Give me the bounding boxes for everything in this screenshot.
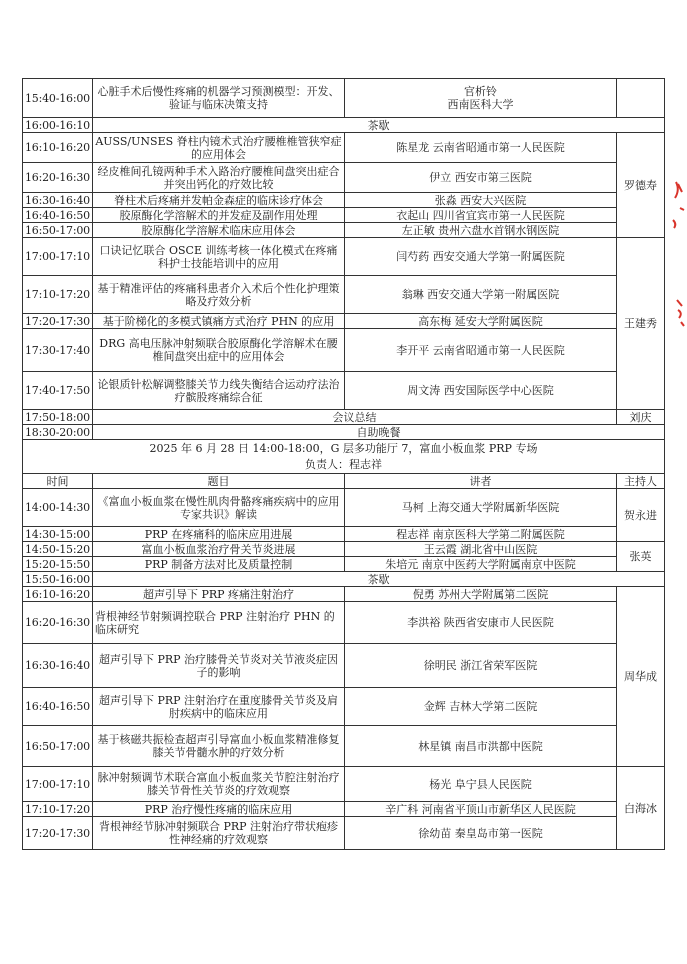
time-cell: 14:50-15:20: [23, 542, 93, 557]
speaker-cell: 程志祥 南京医科大学第二附属医院: [345, 527, 617, 542]
table-row: [23, 542, 665, 557]
host-cell: 周华成: [617, 587, 665, 767]
topic-cell: 心脏手术后慢性疼痛的机器学习预测模型：开发、验证与临床决策支持: [93, 79, 345, 118]
host-cell: 刘庆: [617, 410, 665, 425]
table-row: [23, 425, 665, 440]
table-row: [23, 557, 665, 572]
speaker-cell: 倪勇 苏州大学附属第二医院: [345, 587, 617, 602]
speaker-cell: 周文涛 西安国际医学中心医院: [345, 372, 617, 410]
table-row: [23, 208, 665, 223]
host-cell: 贺永进: [617, 489, 665, 542]
speaker-cell: 官析铃 西南医科大学: [345, 79, 617, 118]
column-header-topic: 题目: [93, 474, 345, 489]
time-cell: 17:20-17:30: [23, 314, 93, 329]
topic-cell: 脉冲射频调节术联合富血小板血浆关节腔注射治疗膝关节骨性关节炎的疗效观察: [93, 767, 345, 802]
session-header: [23, 440, 665, 474]
topic-cell: 超声引导下 PRP 治疗膝骨关节炎对关节液炎症因子的影响: [93, 644, 345, 688]
topic-cell: PRP 治疗慢性疼痛的临床应用: [93, 802, 345, 817]
session-director: 负责人：程志祥: [305, 457, 382, 471]
speaker-cell: 闫芍药 西安交通大学第一附属医院: [345, 238, 617, 276]
speaker-cell: 李开平 云南省昭通市第一人民医院: [345, 329, 617, 372]
topic-cell: 富血小板血浆治疗骨关节炎进展: [93, 542, 345, 557]
time-cell: 16:20-16:30: [23, 163, 93, 193]
table-row: [23, 163, 665, 193]
column-header-speaker: 讲者: [345, 474, 617, 489]
topic-cell: 基于阶梯化的多模式镇痛方式治疗 PHN 的应用: [93, 314, 345, 329]
table-row: [23, 79, 665, 118]
table-row: [23, 817, 665, 850]
session-header-row: [23, 440, 665, 474]
time-cell: 16:10-16:20: [23, 587, 93, 602]
time-cell: 15:40-16:00: [23, 79, 93, 118]
table-row: [23, 372, 665, 410]
table-row: [23, 410, 665, 425]
time-cell: 15:20-15:50: [23, 557, 93, 572]
speaker-cell: 徐明民 浙江省荣军医院: [345, 644, 617, 688]
host-cell: 罗德寿: [617, 133, 665, 238]
topic-cell: 胶原酶化学溶解术临床应用体会: [93, 223, 345, 238]
time-cell: 17:20-17:30: [23, 817, 93, 850]
speaker-cell: 林星镇 南昌市洪都中医院: [345, 726, 617, 767]
schedule-table: [22, 78, 665, 850]
topic-cell: 胶原酶化学溶解术的并发症及副作用处理: [93, 208, 345, 223]
table-row: [23, 527, 665, 542]
time-cell: 17:30-17:40: [23, 329, 93, 372]
time-cell: 16:10-16:20: [23, 133, 93, 163]
topic-cell: AUSS/UNSES 脊柱内镜术式治疗腰椎椎管狭窄症的应用体会: [93, 133, 345, 163]
speaker-cell: 陈星龙 云南省昭通市第一人民医院: [345, 133, 617, 163]
topic-cell: 口诀记忆联合 OSCE 训练考核一体化模式在疼痛科护士技能培训中的应用: [93, 238, 345, 276]
column-header-host: 主持人: [617, 474, 665, 489]
table-row: [23, 688, 665, 726]
topic-cell: 《富血小板血浆在慢性肌肉骨骼疼痛疾病中的应用专家共识》解读: [93, 489, 345, 527]
time-cell: 15:50-16:00: [23, 572, 93, 587]
speaker-cell: 衣起山 四川省宜宾市第一人民医院: [345, 208, 617, 223]
time-cell: 16:50-17:00: [23, 726, 93, 767]
topic-cell: 超声引导下 PRP 疼痛注射治疗: [93, 587, 345, 602]
time-cell: 17:10-17:20: [23, 276, 93, 314]
table-row: [23, 223, 665, 238]
speaker-cell: 李洪裕 陕西省安康市人民医院: [345, 602, 617, 644]
time-cell: 16:30-16:40: [23, 644, 93, 688]
host-cell: 王建秀: [617, 238, 665, 410]
table-row: [23, 587, 665, 602]
speaker-cell: 马柯 上海交通大学附属新华医院: [345, 489, 617, 527]
topic-cell: 超声引导下 PRP 注射治疗在重度膝骨关节炎及肩肘疾病中的临床应用: [93, 688, 345, 726]
table-row: [23, 329, 665, 372]
table-row: [23, 193, 665, 208]
speaker-cell: 高东梅 延安大学附属医院: [345, 314, 617, 329]
break-cell: 茶歇: [93, 118, 665, 133]
time-cell: 16:50-17:00: [23, 223, 93, 238]
table-row: [23, 572, 665, 587]
topic-cell: 背根神经节射频调控联合 PRP 注射治疗 PHN 的临床研究: [93, 602, 345, 644]
topic-cell: 基于核磁共振检查超声引导富血小板血浆精准修复膝关节骨髓水肿的疗效分析: [93, 726, 345, 767]
table-row: [23, 238, 665, 276]
speaker-cell: 翁琳 西安交通大学第一附属医院: [345, 276, 617, 314]
time-cell: 17:00-17:10: [23, 767, 93, 802]
topic-cell: 脊柱术后疼痛并发帕金森症的临床诊疗体会: [93, 193, 345, 208]
column-header-row: [23, 474, 665, 489]
table-row: [23, 118, 665, 133]
speaker-cell: 伊立 西安市第三医院: [345, 163, 617, 193]
host-cell: 张英: [617, 542, 665, 572]
table-row: [23, 133, 665, 163]
table-row: [23, 314, 665, 329]
time-cell: 16:30-16:40: [23, 193, 93, 208]
speaker-cell: 朱培元 南京中医药大学附属南京中医院: [345, 557, 617, 572]
topic-cell: PRP 制备方法对比及质量控制: [93, 557, 345, 572]
speaker-cell: 徐幼苗 秦皇岛市第一医院: [345, 817, 617, 850]
time-cell: 16:40-16:50: [23, 208, 93, 223]
time-cell: 17:50-18:00: [23, 410, 93, 425]
table-row: [23, 276, 665, 314]
table-row: [23, 802, 665, 817]
speaker-cell: 金辉 吉林大学第二医院: [345, 688, 617, 726]
topic-cell: 背根神经节脉冲射频联合 PRP 注射治疗带状疱疹性神经痛的疗效观察: [93, 817, 345, 850]
speaker-cell: 左正敏 贵州六盘水首钢水钢医院: [345, 223, 617, 238]
time-cell: 17:10-17:20: [23, 802, 93, 817]
time-cell: 18:30-20:00: [23, 425, 93, 440]
topic-cell: 论银质针松解调整膝关节力线失衡结合运动疗法治疗髌股疼痛综合征: [93, 372, 345, 410]
table-row: [23, 644, 665, 688]
host-cell-empty: [617, 79, 665, 118]
time-cell: 17:40-17:50: [23, 372, 93, 410]
seal-stamp-fragment: [668, 180, 686, 350]
table-row: [23, 602, 665, 644]
time-cell: 16:20-16:30: [23, 602, 93, 644]
speaker-cell: 张淼 西安大兴医院: [345, 193, 617, 208]
time-cell: 14:30-15:00: [23, 527, 93, 542]
time-cell: 16:40-16:50: [23, 688, 93, 726]
speaker-cell: 王云霞 湖北省中山医院: [345, 542, 617, 557]
topic-cell: 基于精准评估的疼痛科患者介入术后个性化护理策略及疗效分析: [93, 276, 345, 314]
speaker-cell: 杨光 阜宁县人民医院: [345, 767, 617, 802]
table-row: [23, 489, 665, 527]
topic-cell: DRG 高电压脉冲射频联合胶原酶化学溶解术在腰椎间盘突出症中的应用体会: [93, 329, 345, 372]
session-info: 2025 年 6 月 28 日 14:00-18:00，G 层多功能厅 7，富血小板血浆 PRP 专场: [149, 441, 538, 455]
table-row: [23, 726, 665, 767]
speaker-cell: 辛广科 河南省平顶山市新华区人民医院: [345, 802, 617, 817]
table-row: [23, 767, 665, 802]
topic-cell: 经皮椎间孔镜两种手术入路治疗腰椎间盘突出症合并突出钙化的疗效比较: [93, 163, 345, 193]
column-header-time: 时间: [23, 474, 93, 489]
summary-cell: 会议总结: [93, 410, 617, 425]
time-cell: 16:00-16:10: [23, 118, 93, 133]
topic-cell: PRP 在疼痛科的临床应用进展: [93, 527, 345, 542]
dinner-cell: 自助晚餐: [93, 425, 665, 440]
break-cell: 茶歇: [93, 572, 665, 587]
host-cell: 白海冰: [617, 767, 665, 850]
time-cell: 14:00-14:30: [23, 489, 93, 527]
time-cell: 17:00-17:10: [23, 238, 93, 276]
